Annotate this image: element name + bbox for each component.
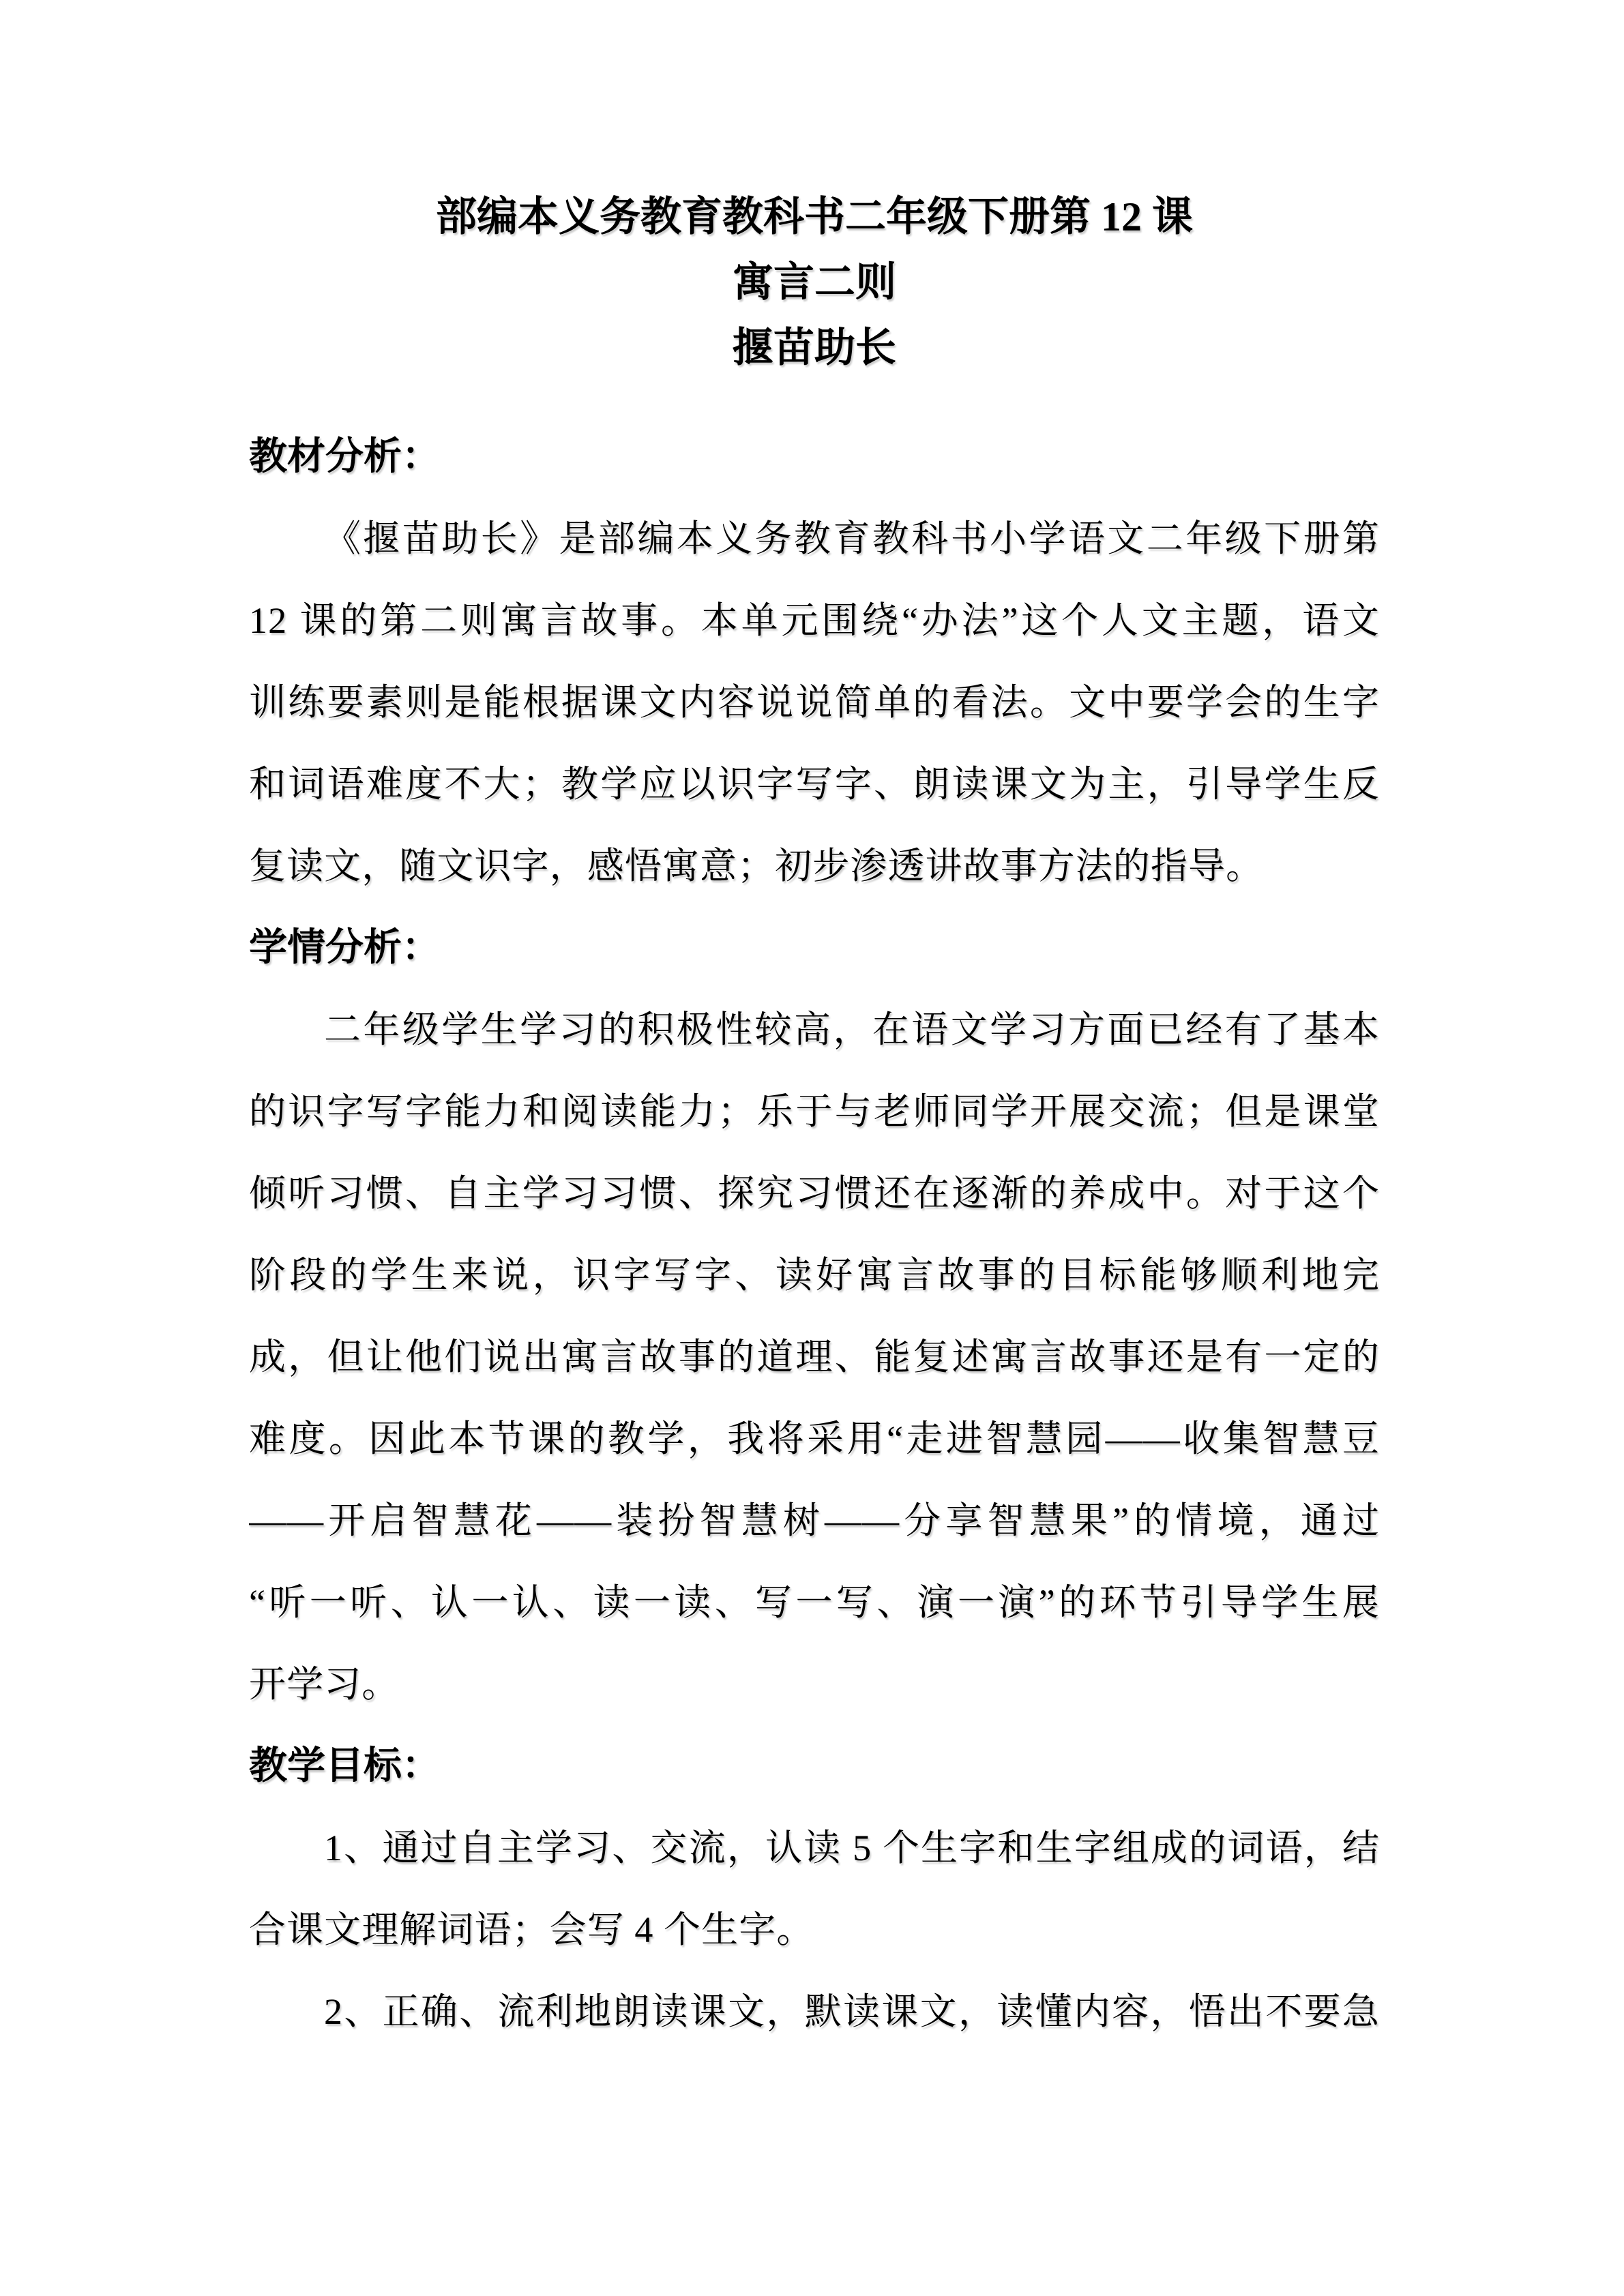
body-line: 和词语难度不大；教学应以识字写字、朗读课文为主，引导学生反 — [249, 764, 1380, 805]
section-material-analysis — [249, 416, 1380, 907]
body-line: 倾听习惯、自主学习习惯、探究习惯还在逐渐的养成中。对于这个 — [249, 1173, 1380, 1214]
body-line: 二年级学生学习的积极性较高，在语文学习方面已经有了基本 — [324, 1009, 1380, 1050]
section-learner-analysis — [249, 907, 1380, 1725]
section-heading-material-analysis: 教材分析： — [249, 436, 440, 478]
body-line: “听一听、认一认、读一读、写一写、演一演”的环节引导学生展 — [249, 1582, 1380, 1623]
doc-title-lesson: 寓言二则 — [733, 260, 896, 305]
body-line: 开学习。 — [249, 1664, 400, 1705]
body-line goal-item-2: 2、正确、流利地朗读课文，默读课文，读懂内容，悟出不要急 — [324, 1991, 1380, 2032]
doc-title-fable: 揠苗助长 — [733, 325, 896, 370]
body-line: 复读文，随文识字，感悟寓意；初步渗透讲故事方法的指导。 — [249, 846, 1264, 886]
body-line goal-item-1: 1、通过自主学习、交流，认读 5 个生字和生字组成的词语，结 — [324, 1828, 1380, 1868]
section-heading-learner-analysis: 学情分析： — [249, 927, 440, 969]
body-line: 的识字写字能力和阅读能力；乐于与老师同学开展交流；但是课堂 — [249, 1091, 1380, 1132]
body-line: 12 课的第二则寓言故事。本单元围绕“办法”这个人文主题，语文 — [249, 600, 1380, 641]
body-line: 合课文理解词语；会写 4 个生字。 — [249, 1909, 814, 1950]
body-line: ——开启智慧花——装扮智慧树——分享智慧果”的情境，通过 — [249, 1500, 1380, 1541]
section-teaching-goals — [249, 1725, 1380, 2053]
body-line: 成，但让他们说出寓言故事的道理、能复述寓言故事还是有一定的 — [249, 1337, 1380, 1377]
body-line: 难度。因此本节课的教学，我将采用“走进智慧园——收集智慧豆 — [249, 1418, 1380, 1459]
body-line: 训练要素则是能根据课文内容说说简单的看法。文中要学会的生字 — [249, 682, 1380, 723]
body-line: 《揠苗助长》是部编本义务教育教科书小学语文二年级下册第 — [324, 518, 1380, 559]
doc-title-course: 部编本义务教育教科书二年级下册第 12 课 — [436, 194, 1193, 239]
body-line: 阶段的学生来说，识字写字、读好寓言故事的目标能够顺利地完 — [249, 1255, 1380, 1296]
section-heading-teaching-goals: 教学目标： — [249, 1745, 440, 1787]
